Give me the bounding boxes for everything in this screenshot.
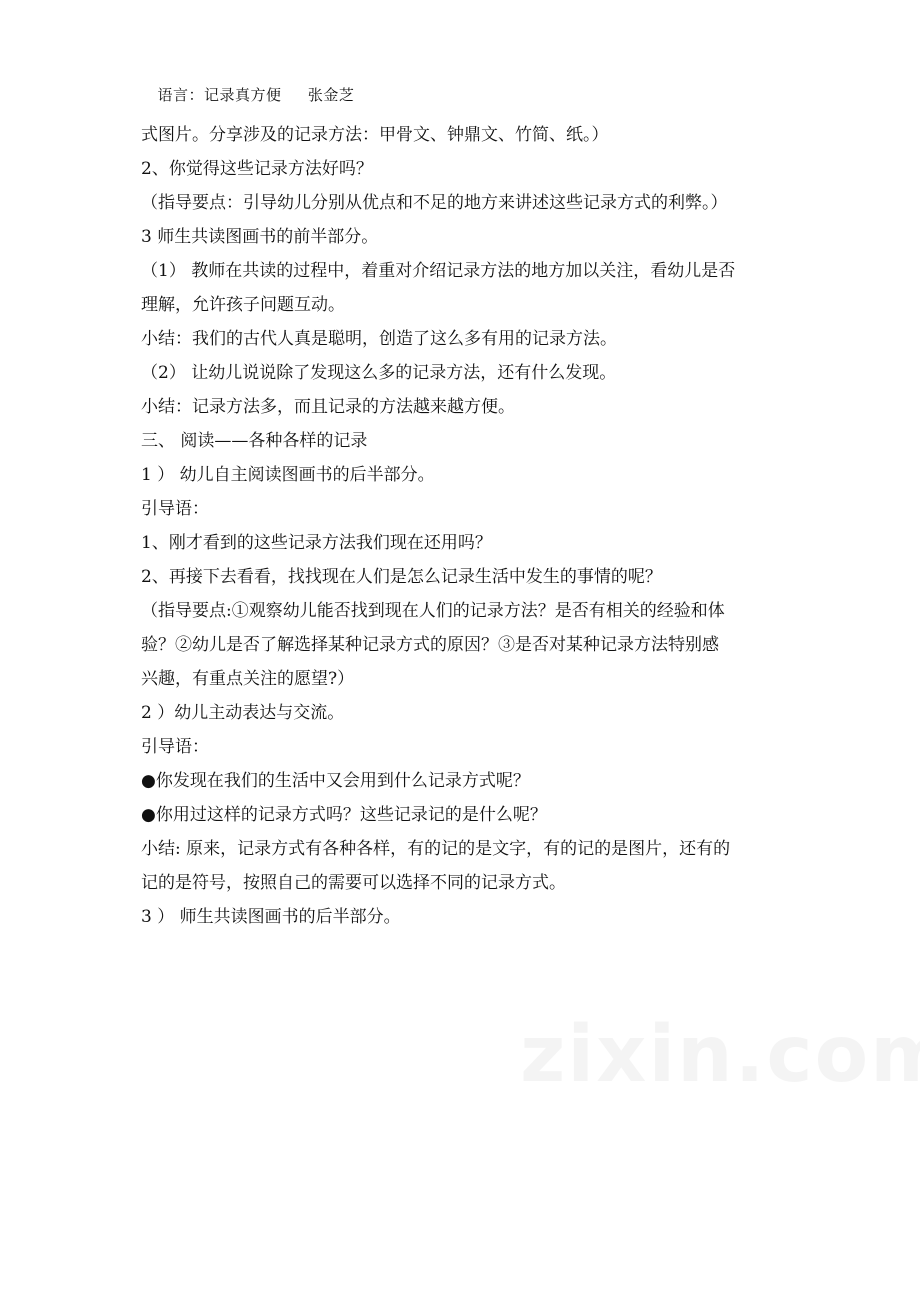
text-line: （2） 让幼儿说说除了发现这么多的记录方法，还有什么发现。 xyxy=(141,363,617,383)
text-line: 验？②幼儿是否了解选择某种记录方式的原因？③是否对某种记录方法特别感 xyxy=(141,635,719,655)
text-line: 2、再接下去看看，找找现在人们是怎么记录生活中发生的事情的呢？ xyxy=(141,567,662,587)
text-line: 3 ） 师生共读图画书的后半部分。 xyxy=(141,907,401,927)
text-line: 1 ） 幼儿自主阅读图画书的后半部分。 xyxy=(141,465,435,485)
document-header xyxy=(147,66,354,105)
text-line: 小结：我们的古代人真是聪明，创造了这么多有用的记录方法。 xyxy=(141,329,617,349)
text-line: 兴趣，有重点关注的愿望?） xyxy=(141,669,355,689)
text-line: （1） 教师在共读的过程中，着重对介绍记录方法的地方加以关注，看幼儿是否 xyxy=(141,261,736,281)
text-line: 3 师生共读图画书的前半部分。 xyxy=(141,227,379,247)
text-line: 式图片。分享涉及的记录方法：甲骨文、钟鼎文、竹简、纸。） xyxy=(141,125,609,145)
text-line: 理解，允许孩子问题互动。 xyxy=(141,295,345,315)
lesson-title: 语言：记录真方便 xyxy=(157,86,282,104)
section-heading: 三、 阅读——各种各样的记录 xyxy=(141,431,368,451)
document-body xyxy=(141,118,791,934)
author-name: 张金芝 xyxy=(307,86,355,104)
text-line: （指导要点:①观察幼儿能否找到现在人们的记录方法？是否有相关的经验和体 xyxy=(141,601,725,621)
bullet-item: ●你发现在我们的生活中又会用到什么记录方式呢？ xyxy=(141,771,530,791)
bullet-item: ●你用过这样的记录方式吗？这些记录记的是什么呢？ xyxy=(141,805,547,825)
watermark xyxy=(520,1010,920,1100)
text-line: （指导要点：引导幼儿分别从优点和不足的地方来讲述这些记录方式的利弊。） xyxy=(141,193,728,213)
text-line: 记的是符号，按照自己的需要可以选择不同的记录方式。 xyxy=(141,873,566,893)
text-line: 引导语： xyxy=(141,737,209,757)
text-line: 引导语： xyxy=(141,499,209,519)
text-line: 小结: 原来，记录方式有各种各样，有的记的是文字，有的记的是图片，还有的 xyxy=(141,839,731,859)
text-line: 2 ）幼儿主动表达与交流。 xyxy=(141,703,345,723)
text-line: 1、刚才看到的这些记录方法我们现在还用吗？ xyxy=(141,533,492,553)
text-line: 2、你觉得这些记录方法好吗？ xyxy=(141,159,373,179)
text-line: 小结：记录方法多，而且记录的方法越来越方便。 xyxy=(141,397,515,417)
